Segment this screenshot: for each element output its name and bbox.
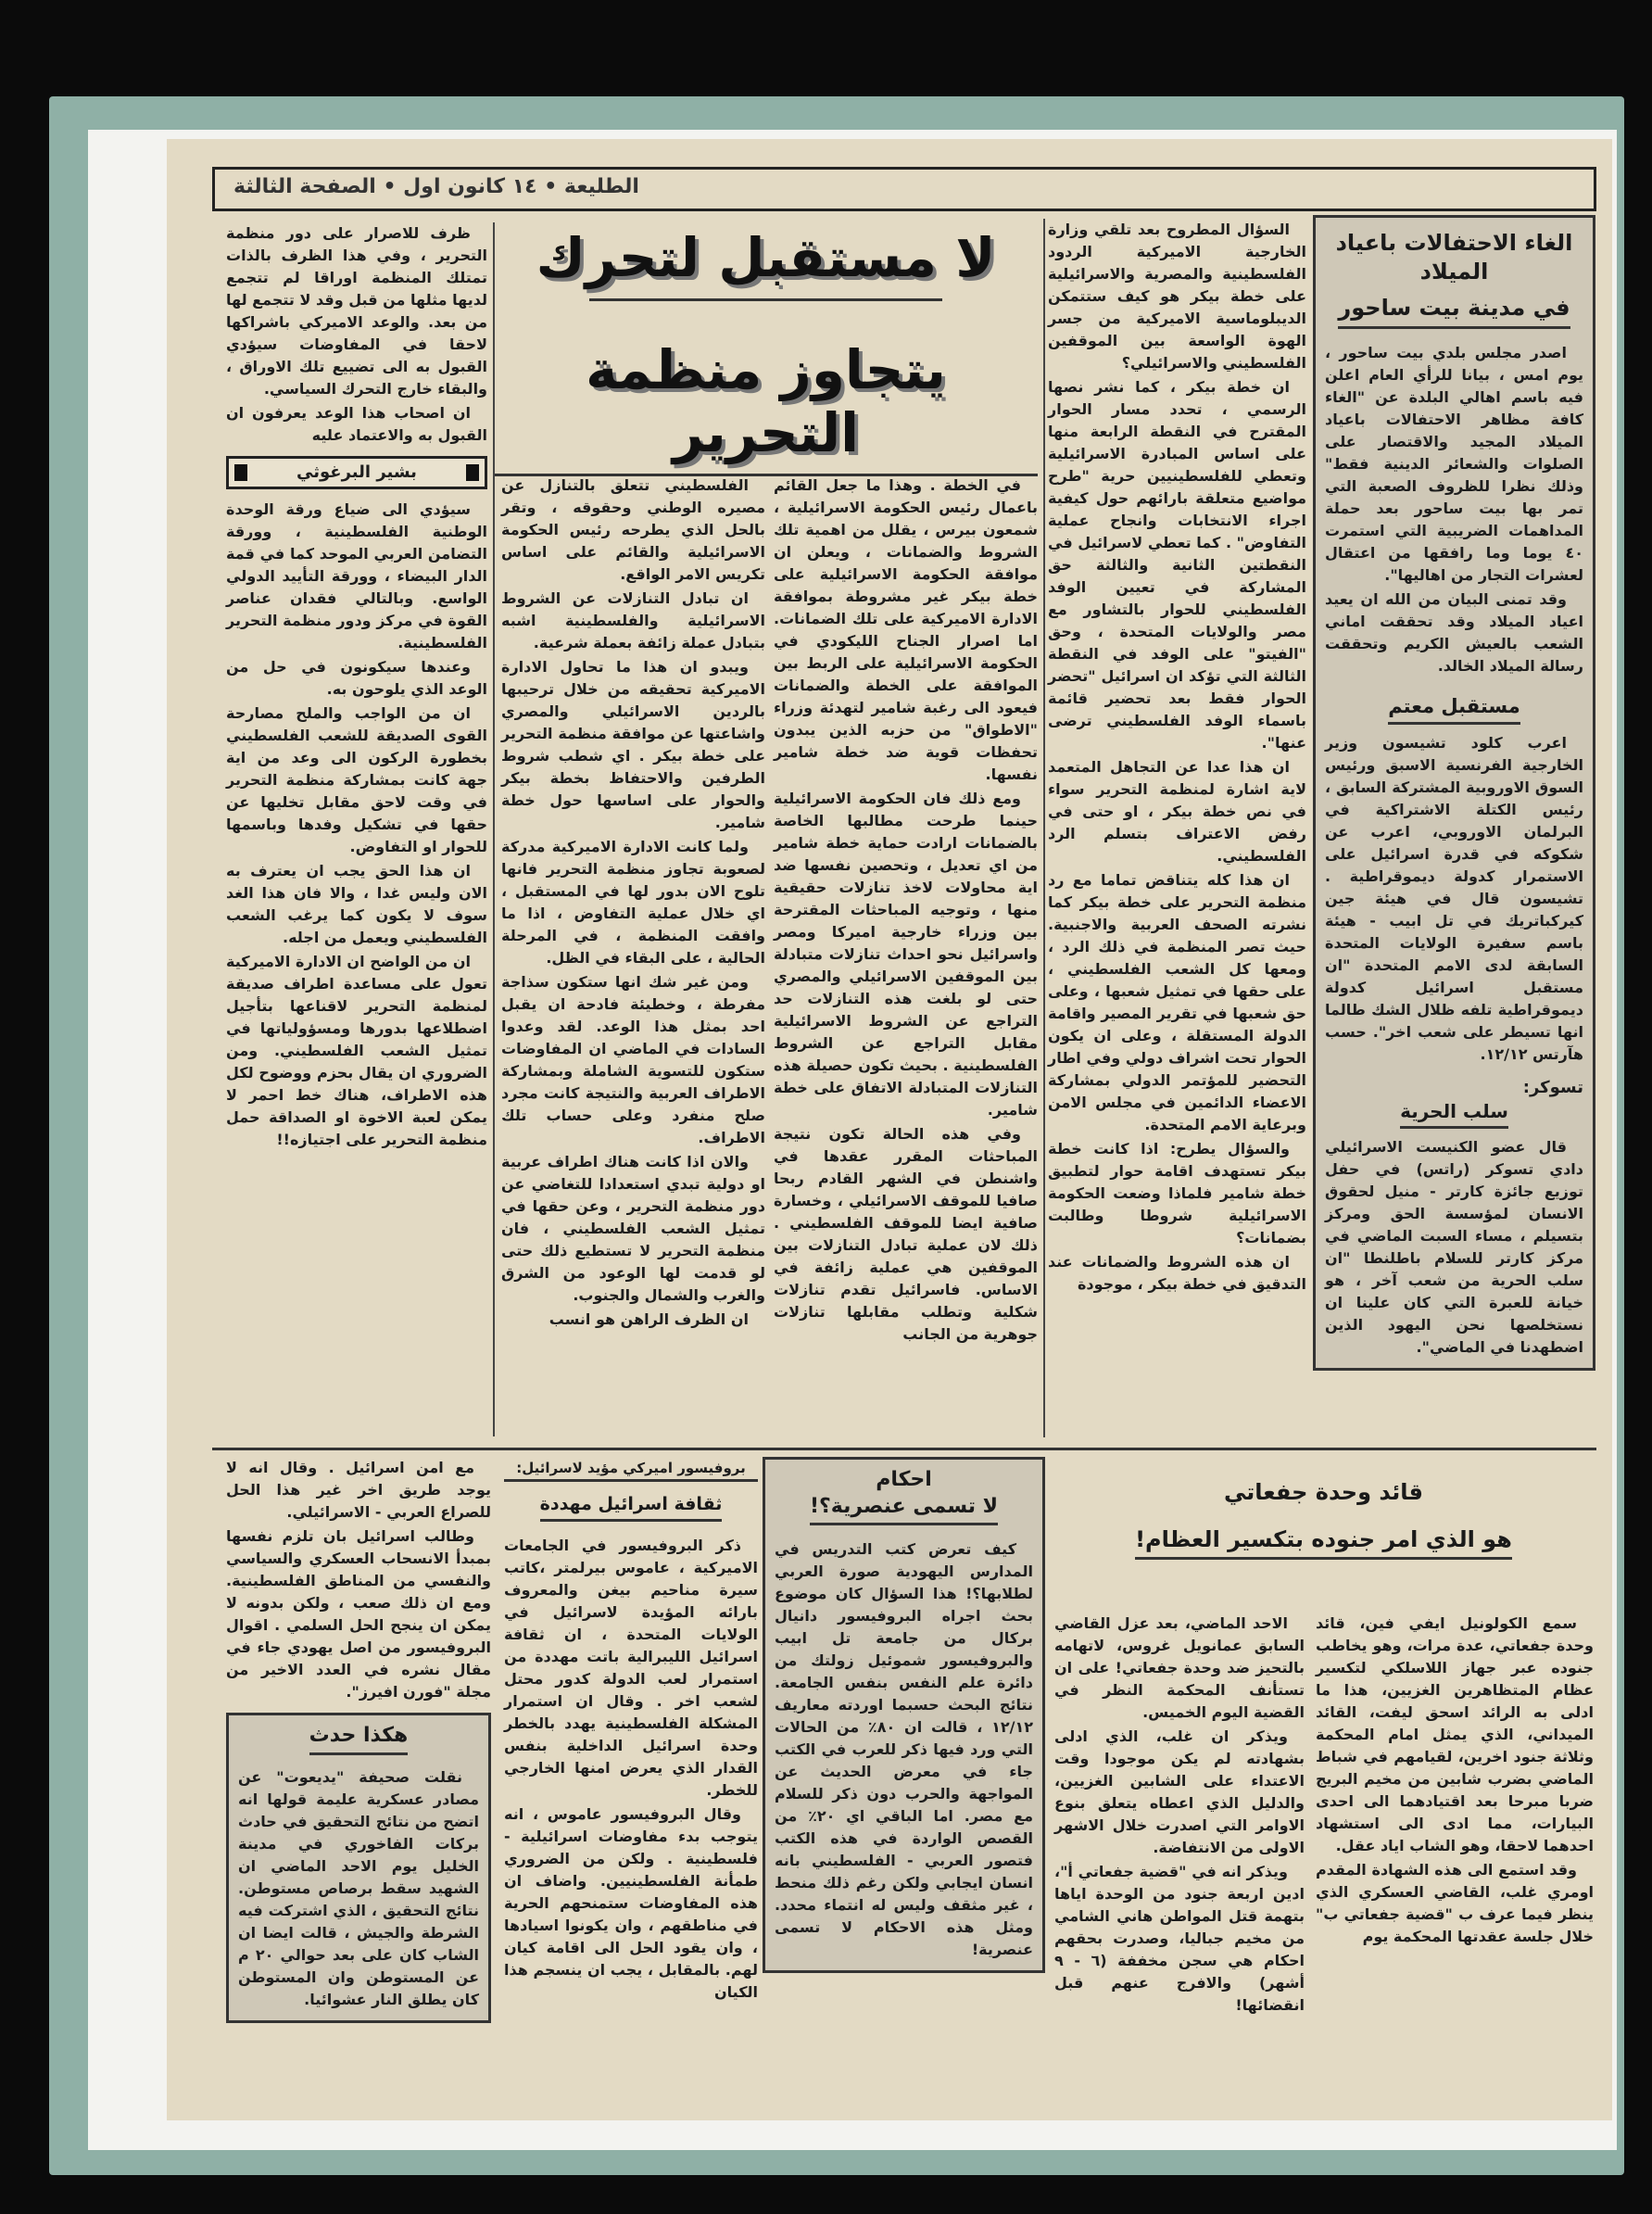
- main-headline: [494, 226, 1038, 476]
- sidebar-box: [1313, 215, 1595, 1371]
- paragraph: ذكر البروفيسور في الجامعات الاميركية ، عاموس بيرلمتر ،كاتب سيرة مناحيم بيغن والمعروف بارائه المؤيدة لاسرائيل في الولايات المتحدة ، ان ثقافة اسرائيل الليبرالية باتت مهددة من استمرار لعب الدولة كدور محتل لشعب اخر . وقال ان استمرار المشكلة الفلسطينية يهدد بالخطر وحدة اسرائيل الداخلية بنفس القدار الذي يعرض امنها الخارجي للخطر.: [504, 1536, 758, 1799]
- sidebar-title-1: الغاء الاحتفالات باعياد الميلاد: [1335, 230, 1573, 285]
- paragraph: اصدر مجلس بلدي بيت ساحور ، يوم امس ، بيانا للرأي العام اعلن فيه باسم اهالي البلدة عن "الغاء كافة مظاهر الاحتفالات باعياد الميلاد المجيد والاقتصار على الصلوات والشعائر الدينية فقط" وذلك نظرا للظروف الصعبة التي تمر بها بيت ساحور بعد حملة المداهمات الضريبية التي استمرت ٤٠ يوما وما رافقها من اعتقال لعشرات التجار من اهاليها".: [1325, 343, 1583, 584]
- sidebar-title-3: مستقبل معتم: [1388, 694, 1520, 725]
- article-column-1: [1048, 219, 1306, 1297]
- paragraph: وقال البروفيسور عاموس ، انه يتوجب بدء مفاوضات اسرائيلية - فلسطينية . ولكن من الضروري طمأنة الفلسطينيين. واضاف ان هذه المفاوضات ستمنحهم الحرية في مناطقهم ، وان يكونوا اسيادها ، وان يقود الحل الى اقامة كيان لهم. بالمقابل ، يجب ان ينسجم هذا الكيان: [504, 1804, 758, 2001]
- paragraph: قال عضو الكنيست الاسرائيلي دادي تسوكر (راتس) في حفل توزيع جائزة كارتر - منيل لحقوق الانسان لمؤسسة الحق ومركز بتسيلم ، مساء السبت الماضي في مركز كارتر للسلام باطلنطا "ان سلب الحرية من شعب آخر ، هو خيانة للعبرة التي كان علينا ان نستخلصها نحن اليهود الذين اضطهدنا في الماضي".: [1325, 1137, 1583, 1356]
- paragraph: ظرف للاصرار على دور منظمة التحرير ، وفي هذا الظرف بالذات تمتلك المنظمة اوراقا لم تتجمع لديها مثلها من قبل وقد لا تتجمع لها من بعد. والوعد الاميركي باشراكها لاحقا في المفاوضات سيؤدي القبول به الى تضييع تلك الاوراق ، والبقاء خارج التحرك السياسي.: [226, 224, 487, 398]
- paragraph: ان من الواضح ان الادارة الاميركية تعول على مساعدة اطراف صديقة لمنظمة التحرير لاقناعها بتأجيل اضطلاعها بدورها ومسؤولياتها في تمثيل الشعب الفلسطيني. ومن الضروري ان يقال بحزم ووضوح لكل هذه الاطراف، هناك خط احمر لا يمكن لعبة الاخوة او الصداقة حمل منظمة التحرير على اجتيازه!!: [226, 953, 487, 1148]
- column-divider: [1043, 219, 1045, 1437]
- ahkam-title-2: لا تسمى عنصرية؟!: [810, 1494, 998, 1526]
- headline-rule: [589, 298, 943, 301]
- masthead-bar: [212, 167, 1596, 211]
- paragraph: ويذكر انه في "قضية جفعاتي أ"، ادين اربعة جنود من الوحدة اياها بتهمة قتل المواطن هاني الشامي من مخيم جباليا، وصدرت بحقهم احكام هي سجن مخففة (٦ - ٩ أشهر) والافرج عنهم قبل انقضائها!: [1054, 1863, 1305, 2014]
- paragraph: ويذكر ان غلب، الذي ادلى بشهادته لم يكن موجودا وقت الاعتداء على الشابين الغزيين، والدليل الذي اعطاه يتعلق بنوع الاوامر التي اصدرت خلال الاشهر الاولى من الانتفاضة.: [1054, 1727, 1305, 1856]
- masthead: الطليعة • ١٤ كانون اول • الصفحة الثالثة: [233, 175, 639, 198]
- ahkam-box: [763, 1457, 1045, 1973]
- paragraph: الاحد الماضي، بعد عزل القاضي السابق عمانويل غروس، لاتهامه بالتحيز ضد وحدة جفعاتي! على ان تستأنف المحكمة النظر في القضية اليوم الخميس.: [1054, 1614, 1305, 1721]
- ahkam-title-1: احكام: [876, 1468, 932, 1491]
- byline: بشير البرغوثي: [226, 456, 487, 489]
- sidebar-title-4b: سلب الحرية: [1400, 1099, 1508, 1129]
- paragraph: وقد استمع الى هذه الشهادة المقدم اومري غلب، القاضي العسكري الذي ينظر فيما عرف ب "قضية جفعاتي ب" خلال جلسة عقدتها المحكمة يوم: [1316, 1861, 1594, 1945]
- culture-title: ثقافة اسرائيل مهددة: [540, 1493, 723, 1522]
- paragraph: السؤال المطروح بعد تلقي وزارة الخارجية الاميركية الردود الفلسطينية والمصرية والاسرائيلية على خطة بيكر هو كيف ستتمكن الديبلوماسية الاميركية من جسر الهوة الواسعة بين الموقفين الفلسطيني والاسرائيلي؟: [1048, 221, 1306, 372]
- paragraph: مع امن اسرائيل . وقال انه لا يوجد طريق اخر غير هذا الحل للصراع العربي - الاسرائيلي.: [226, 1459, 491, 1521]
- culture-kicker: بروفيسور اميركي مؤيد لاسرائيل:: [504, 1457, 758, 1482]
- article-column-2: [774, 474, 1038, 1347]
- paragraph: ان تبادل التنازلات عن الشروط الاسرائيلية والفلسطينية اشبه بتبادل عملة زائفة بعملة شرعية.: [501, 589, 765, 652]
- paragraph: كيف تعرض كتب التدريس في المدارس اليهودية صورة العربي لطلابها؟! هذا السؤال كان موضوع بحث اجراه البروفيسور دانيال بركال من جامعة تل ابيب والبروفيسور شموئيل زولتك من دائرة علم النفس بنفس الجامعة. نتائج البحث حسبما اوردته معاريف ١٢/١٢ ، قالت ان ٨٠٪ من الحالات التي ورد فيها ذكر للعرب في الكتب جاء في معرض الحديث عن المواجهة والحرب دون ذكر للسلام مع مصر. اما الباقي اي ٢٠٪ من القصص الواردة في هذه الكتب فتصور العربي - الفلسطيني بانه انسان ايجابي ولكن رغم ذلك منحط ، غير مثقف وليس له انتماء محدد. ومثل هذه الاحكام لا تسمى عنصرية!: [775, 1540, 1033, 1959]
- sidebar-body: [1325, 342, 1583, 677]
- paragraph: ان هذا كله يتناقض تماما مع رد منظمة التحرير على خطة بيكر كما نشرته الصحف العربية والاجنبية. حيث تصر المنظمة في ذلك الرد ، ومعها كل الشعب الفلسطيني ، على حقها في تمثيل شعبها ، وعلى حق شعبها في تقرير المصير واقامة الدولة المستقلة ، وعلى ان يكون الحوار تحت اشراف دولي وفي اطار التحضير للمؤتمر الدولي بمشاركة الاعضاء الدائمين في مجلس الامن وبرعاية الامم المتحدة.: [1048, 871, 1306, 1133]
- sidebar-body-3: [1325, 1136, 1583, 1359]
- paragraph: ويبدو ان هذا ما تحاول الادارة الاميركية تحقيقه من خلال ترحيبها بالردين الاسرائيلي والمصري واشاعتها عن موافقة منظمة التحرير على خطة بيكر . اي شطب شروط الطرفين والاحتفاظ بخطة بيكر والحوار على اساسها حول خطة شامير.: [501, 658, 765, 831]
- culture-continued: [226, 1457, 491, 1703]
- givati-headline: [1052, 1478, 1595, 1560]
- sidebar-title-2: في مدينة بيت ساحور: [1338, 294, 1570, 328]
- paragraph: سيؤدي الى ضياع ورقة الوحدة الوطنية الفلسطينية ، وورقة التضامن العربي الموحد كما في قمة الدار البيضاء ، وورقة التأييد الدولي الواسع. وبالتالي فقدان عناصر القوة في مركز ودور منظمة التحرير الفلسطينية.: [226, 500, 487, 652]
- paragraph: والسؤال يطرح: اذا كانت خطة بيكر تستهدف اقامة حوار لتطبيق خطة شامير فلماذا وضعت الحكومة الاسرائيلية شروطا وطالبت بضمانات؟: [1048, 1140, 1306, 1246]
- paragraph: وطالب اسرائيل بان تلزم نفسها بمبدأ الانسحاب العسكري والسياسي والنفسي من المناطق الفلسطينية. ومع ان ذلك صعب ، ولكن بدونه لا يمكن ان ينجح الحل السلمي . اقوال البروفيسور من اصل يهودي جاء في مقال نشره في العدد الاخير من مجلة "فورن افيرز".: [226, 1527, 491, 1701]
- section-divider: [212, 1448, 1596, 1450]
- givati-column-b: [1054, 1613, 1305, 2018]
- paragraph: نقلت صحيفة "يديعوت" عن مصادر عسكرية عليمة قولها انه اتضح من نتائج التحقيق في حادث بركات الفاخوري في مدينة الخليل يوم الاحد الماضي ان الشهيد سقط برصاص مستوطن. نتائج التحقيق ، الذي اشتركت فيه الشرطة والجيش ، قالت ايضا ان الشاب كان على بعد حوالي ٢٠ م عن المستوطن وان المستوطن كان يطلق النار عشوائيا.: [238, 1767, 480, 2008]
- headline-line-1: لا مستقبل لتحرك: [536, 226, 996, 289]
- givati-title-2: هو الذي امر جنوده بتكسير العظام!: [1135, 1525, 1512, 1560]
- paragraph: ان خطة بيكر ، كما نشر نصها الرسمي ، تحدد مسار الحوار المقترح في النقطة الرابعة منها على اساس المبادرة الاسرائيلية وتعطي للفلسطينيين حرية "طرح مواضيع متعلقة بارائهم حول كيفية اجراء الانتخابات وانجاح عملية التفاوض" . كما تعطي لاسرائيل في النقطتين الثانية والثالثة حق المشاركة في تعيين الوفد الفلسطيني للحوار بالتشاور مع مصر والولايات المتحدة ، وحق "الفيتو" على الوفد في النقطة الثالثة التي تؤكد ان اسرائيل "تحضر الحوار فقط بعد تحضير قائمة باسماء الوفد الفلسطيني ترضى عنها".: [1048, 378, 1306, 752]
- paragraph: ان من الواجب والملح مصارحة القوى الصديقة للشعب الفلسطيني بخطورة الركون الى وعد من اية جهة كانت بمشاركة منظمة التحرير في وقت لاحق مقابل تخليها عن حقها في تشكيل وفدها وباسمها للحوار او التفاوض.: [226, 704, 487, 855]
- paragraph: ومع ذلك فان الحكومة الاسرائيلية حينما طرحت مطالبها الخاصة بالضمانات ارادت حماية خطة شامير من اي تعديل ، وتحصين نفسها ضد اية محاولات لاخذ تنازلات حقيقية منها ، وتوجيه المباحثات المقترحة بين وزراء خارجية اميركا ومصر واسرائيل نحو احداث تنازلات متبادلة بين الموقفين الاسرائيلي والمصري حتى لو بلغت هذه التنازلات حد التراجع عن الشروط الاسرائيلية مقابل التراجع عن الشروط الفلسطينية . بحيث تكون حصيلة هذه التنازلات المتبادلة الاتفاق على خطة شامير.: [774, 790, 1038, 1119]
- paragraph: اعرب كلود تشيسون وزير الخارجية الفرنسية الاسبق ورئيس السوق الاوروبية المشتركة السابق ، رئيس الكتلة الاشتراكية في البرلمان الاوروبي، اعرب عن شكوكه في قدرة اسرائيل على الاستمرار كدولة ديموقراطية . تشيسون قال في هيئة جين كيركباتريك في تل ابيب - هيئة باسم سفيرة الولايات المتحدة السابقة لدى الامم المتحدة "ان مستقبل اسرائيل كدولة ديموقراطية تلفه ظلال الشك طالما انها تسيطر على شعب اخر". حسب هآرتس ١٢/١٢.: [1325, 733, 1583, 1063]
- left-bottom-column: [226, 1457, 491, 2023]
- paragraph: وقد تمنى البيان من الله ان يعيد اعياد الميلاد وقد تحققت اماني الشعب بالعيش الكريم وتحققت رسالة الميلاد الخالد.: [1325, 589, 1583, 675]
- happened-title: هكذا حدث: [309, 1723, 409, 1755]
- headline-line-2: يتجاوز منظمة التحرير: [586, 338, 946, 464]
- paragraph: في الخطة . وهذا ما جعل القائم باعمال رئيس الحكومة الاسرائيلية ، شمعون بيرس ، يقلل من اهمية تلك الشروط والضمانات ، ويعلن ان موافقة الحكومة الاسرائيلية على خطة بيكر غير مشروطة بموافقة الادارة الاميركية على تلك الضمانات. اما اصرار الجناح الليكودي في الحكومة الاسرائيلية على الربط بين الموافقة على الخطة والضمانات فيعود الى رغبة شامير لتهدئة وزراء "الاطواق" من حزبه الذين يبدون تحفظات قوية ضد خطة شامير نفسها.: [774, 476, 1038, 783]
- paragraph: وعندها سيكونون في حل من الوعد الذي يلوحون به.: [226, 658, 487, 698]
- paragraph: الفلسطيني تتعلق بالتنازل عن مصيره الوطني وحقوقه ، وتقر بالحل الذي يطرحه رئيس الحكومة الاسرائيلية والقائم على اساس تكريس الامر الواقع.: [501, 476, 765, 583]
- column-divider: [493, 222, 495, 1436]
- article-column-4: [226, 222, 487, 1153]
- paragraph: ان هذا عدا عن التجاهل المتعمد لاية اشارة لمنظمة التحرير سواء في نص خطة بيكر ، او حتى في رفض الاعتراف بتسلم الرد الفلسطيني.: [1048, 758, 1306, 865]
- paragraph: سمع الكولونيل ايفي فين، قائد وحدة جفعاتي، عدة مرات، وهو يخاطب جنوده عبر جهاز اللاسلكي لتكسير عظام المتظاهرين الغزيين، هذا ما ادلى به الرائد اسحق ليفت، القائد الميداني، الذي يمثل امام المحكمة وثلاثة جنود اخرين، لقيامهم في شباط الماضي بضرب شابين من مخيم البريج ضربا مبرحا بعد اقتيادهما الى احدى البيارات، مما ادى الى استشهاد احدهما لاحقا، وهو الشاب اياد عقل.: [1316, 1614, 1594, 1854]
- sidebar-title-4a: تسوكر:: [1522, 1077, 1583, 1097]
- article-column-3: [501, 474, 765, 1333]
- paragraph: ان الظرف الراهن هو انسب: [549, 1310, 749, 1328]
- givati-title-1: قائد وحدة جفعاتي: [1224, 1479, 1423, 1505]
- paragraph: ان اصحاب هذا الوعد يعرفون ان القبول به والاعتماد عليه: [226, 404, 487, 444]
- paragraph: ان هذا الحق يجب ان يعترف به الان وليس غدا ، والا فان هذا الغد سوف لا يكون كما يرغب الشعب الفلسطيني ويعمل من اجله.: [226, 862, 487, 946]
- givati-column-a: [1316, 1613, 1594, 1950]
- paragraph: وفي هذه الحالة تكون نتيجة المباحثات المقرر عقدها في واشنطن في الشهر القادم ربحا صافيا للموقف الاسرائيلي ، وخسارة صافية ايضا للموقف الفلسطيني . ذلك لان عملية تبادل التنازلات بين الموقفين هي عملية زائفة في الاساس. فاسرائيل تقدم تنازلات شكلية وتطلب مقابلها تنازلات جوهرية من الجانب: [774, 1125, 1038, 1343]
- paragraph: ومن غير شك انها ستكون سذاجة مفرطة ، وخطيئة فادحة ان يقبل احد بمثل هذا الوعد. لقد وعدوا السادات في الماضي ان المفاوضات ستكون للتسوية الشاملة وبمشاركة الاطراف العربية والنتيجة كانت مجرد صلح منفرد وعلى حساب تلك الاطراف.: [501, 973, 765, 1146]
- happened-box: [226, 1713, 491, 2023]
- paragraph: ان هذه الشروط والضمانات عند التدقيق في خطة بيكر ، موجودة: [1048, 1253, 1306, 1293]
- culture-article: [504, 1457, 758, 2005]
- paragraph: ولما كانت الادارة الاميركية مدركة لصعوبة تجاوز منظمة التحرير فانها تلوح الان بدور لها في المستقبل ، اي خلال عملية التفاوض ، اذا ما وافقت المنظمة ، في المرحلة الحالية ، على البقاء في الظل.: [501, 838, 765, 967]
- sidebar-body-2: [1325, 732, 1583, 1066]
- paragraph: والان اذا كانت هناك اطراف عربية او دولية تبدي استعدادا للتغاضي عن دور منظمة التحرير ، وعن حقها في تمثيل الشعب الفلسطيني ، فان منظمة التحرير لا تستطيع ذلك حتى لو قدمت لها الوعود من الشرق والغرب والشمال والجنوب.: [501, 1153, 765, 1304]
